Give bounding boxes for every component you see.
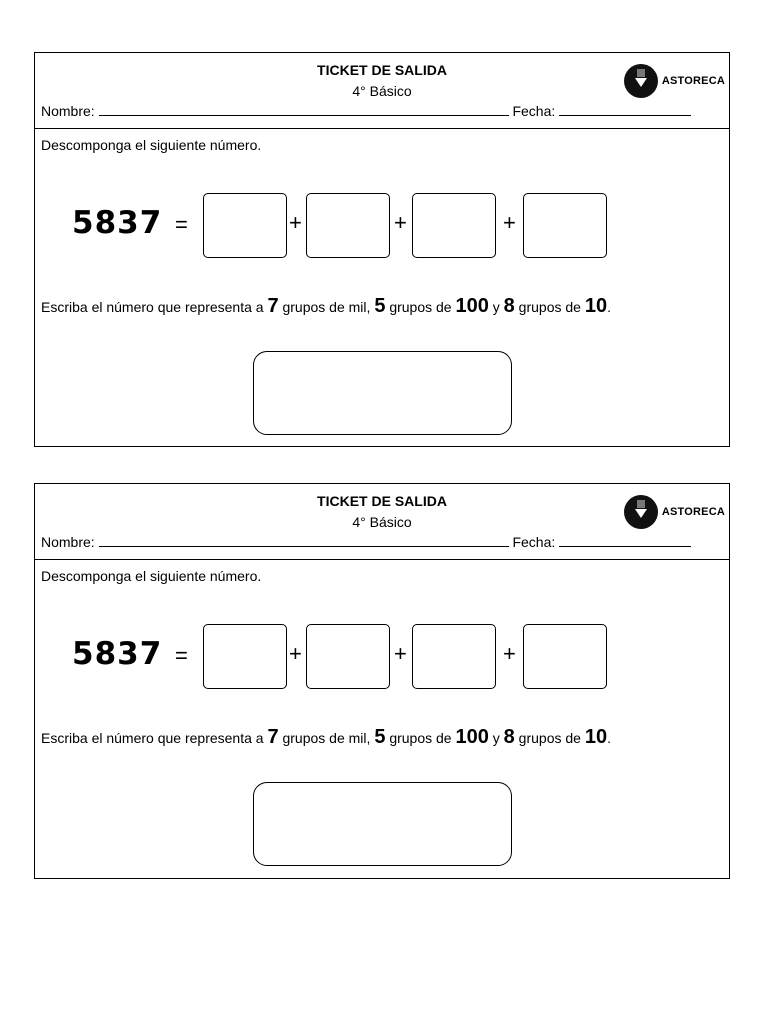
decompose-instruction: Descomponga el siguiente número. xyxy=(41,568,262,584)
groups-instruction xyxy=(41,726,611,749)
exit-ticket-1 xyxy=(34,52,730,447)
ticket-body xyxy=(35,129,729,447)
instr-number: 10 xyxy=(584,726,608,748)
answer-box-hundreds[interactable] xyxy=(306,193,390,258)
date-field[interactable] xyxy=(559,534,691,547)
date-field[interactable] xyxy=(559,103,691,116)
instr-number: 100 xyxy=(455,726,489,748)
plus-sign: + xyxy=(503,641,516,666)
date-label: Fecha: xyxy=(512,103,556,119)
ticket-header xyxy=(35,53,729,129)
instr-number: 5 xyxy=(374,295,386,317)
answer-box-thousands[interactable] xyxy=(203,193,287,258)
equals-sign: = xyxy=(175,643,188,668)
ticket-title: TICKET DE SALIDA xyxy=(317,493,447,509)
name-label: Nombre: xyxy=(41,534,95,550)
name-field[interactable] xyxy=(99,103,509,116)
instr-number: 7 xyxy=(267,295,279,317)
number-to-decompose: 5837 xyxy=(72,636,163,672)
name-date-row xyxy=(41,534,715,550)
name-field[interactable] xyxy=(99,534,509,547)
answer-box-tens[interactable] xyxy=(412,193,496,258)
answer-box-ones[interactable] xyxy=(523,193,607,258)
astoreca-logo xyxy=(624,64,725,98)
logo-text: ASTORECA xyxy=(661,506,725,518)
instr-text: . xyxy=(607,299,611,315)
ticket-header xyxy=(35,484,729,560)
plus-sign: + xyxy=(394,641,407,666)
decompose-instruction: Descomponga el siguiente número. xyxy=(41,137,262,153)
answer-box-hundreds[interactable] xyxy=(306,624,390,689)
instr-text: . xyxy=(607,730,611,746)
plus-sign: + xyxy=(289,210,302,235)
equals-sign: = xyxy=(175,212,188,237)
exit-ticket-2 xyxy=(34,483,730,879)
plus-sign: + xyxy=(289,641,302,666)
name-date-row xyxy=(41,103,715,119)
instr-text: grupos de xyxy=(514,730,585,746)
answer-box-ones[interactable] xyxy=(523,624,607,689)
answer-box-tens[interactable] xyxy=(412,624,496,689)
answer-box-thousands[interactable] xyxy=(203,624,287,689)
plus-sign: + xyxy=(503,210,516,235)
instr-text: Escriba el número que representa a xyxy=(41,299,268,315)
instr-number: 7 xyxy=(267,726,279,748)
instr-text: grupos de xyxy=(514,299,585,315)
date-label: Fecha: xyxy=(512,534,556,550)
grade-label: 4° Básico xyxy=(352,83,412,99)
logo-text: ASTORECA xyxy=(661,75,725,87)
instr-number: 10 xyxy=(584,295,608,317)
astoreca-logo xyxy=(624,495,725,529)
grade-label: 4° Básico xyxy=(352,514,412,530)
ticket-body xyxy=(35,560,729,878)
instr-number: 5 xyxy=(374,726,386,748)
final-answer-box[interactable] xyxy=(253,351,512,435)
instr-number: 8 xyxy=(503,295,515,317)
instr-number: 100 xyxy=(455,295,489,317)
instr-text: grupos de mil, xyxy=(278,730,375,746)
groups-instruction xyxy=(41,295,611,318)
number-to-decompose: 5837 xyxy=(72,205,163,241)
instr-text: Escriba el número que representa a xyxy=(41,730,268,746)
instr-text: grupos de mil, xyxy=(278,299,375,315)
astoreca-logo-icon xyxy=(624,495,658,529)
astoreca-logo-icon xyxy=(624,64,658,98)
ticket-title: TICKET DE SALIDA xyxy=(317,62,447,78)
instr-text: grupos de xyxy=(385,730,456,746)
name-label: Nombre: xyxy=(41,103,95,119)
instr-text: grupos de xyxy=(385,299,456,315)
plus-sign: + xyxy=(394,210,407,235)
instr-number: 8 xyxy=(503,726,515,748)
instr-text: y xyxy=(488,299,504,315)
instr-text: y xyxy=(488,730,504,746)
final-answer-box[interactable] xyxy=(253,782,512,866)
